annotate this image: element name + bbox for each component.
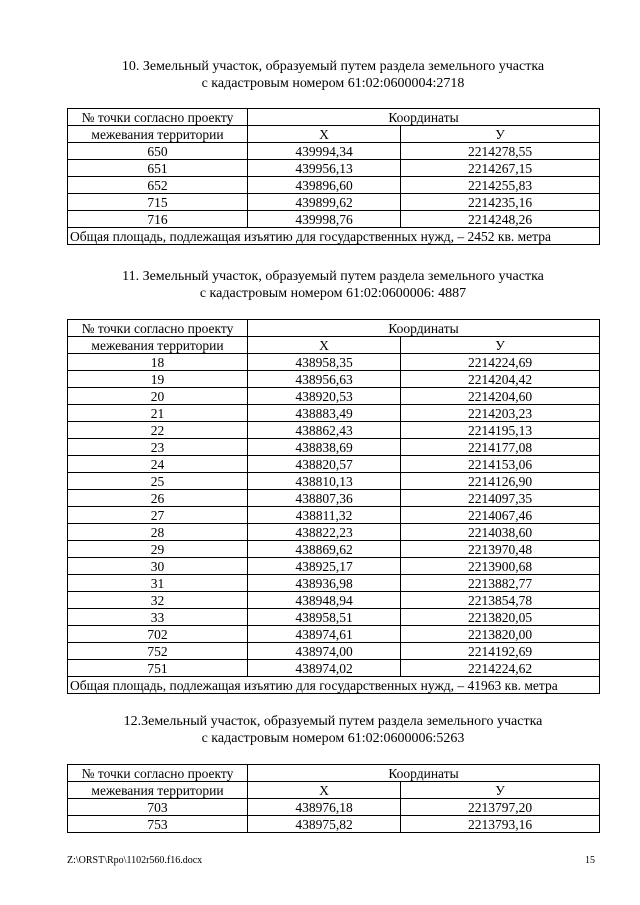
table-row <box>68 211 600 228</box>
table-row <box>68 160 600 177</box>
y-coordinate: 2214255,83 <box>401 177 600 194</box>
x-coordinate: 438920,53 <box>248 388 401 405</box>
table-row <box>68 456 600 473</box>
x-coordinate: 438925,17 <box>248 558 401 575</box>
y-coordinate: 2213900,68 <box>401 558 600 575</box>
section-12 <box>67 713 599 833</box>
y-coordinate: 2214278,55 <box>401 143 600 160</box>
table-row <box>68 405 600 422</box>
section-heading-cadastral: с кадастровым номером 61:02:0600004:2718 <box>201 76 465 91</box>
table-row <box>68 524 600 541</box>
point-column-header-cont: межевания территории <box>68 782 248 799</box>
y-coordinate: 2214153,06 <box>401 456 600 473</box>
y-coordinate: 2213820,05 <box>401 609 600 626</box>
footer-file-path: Z:\ORST\Rpo\1102r560.f16.docx <box>67 855 203 866</box>
coordinates-table <box>67 764 600 833</box>
point-number: 30 <box>68 558 248 575</box>
table-row <box>68 643 600 660</box>
table-row <box>68 354 600 371</box>
table-row <box>68 439 600 456</box>
x-coordinate: 438975,82 <box>248 816 401 833</box>
point-number: 25 <box>68 473 248 490</box>
x-coordinate: 438822,23 <box>248 524 401 541</box>
section-heading: 11. Земельный участок, образуемый путем раздела земельного участка <box>122 269 544 284</box>
total-area-text: Общая площадь, подлежащая изъятию для государственных нужд, – 2452 кв. метра <box>68 228 600 245</box>
y-coordinate: 2214192,69 <box>401 643 600 660</box>
x-coordinate: 438974,00 <box>248 643 401 660</box>
section-heading: 12.Земельный участок, образуемый путем раздела земельного участка <box>123 714 543 729</box>
point-number: 751 <box>68 660 248 677</box>
table-header-row <box>68 320 600 337</box>
x-coordinate: 438974,02 <box>248 660 401 677</box>
point-number: 21 <box>68 405 248 422</box>
table-header-row <box>68 765 600 782</box>
y-coordinate: 2213797,20 <box>401 799 600 816</box>
x-coordinate: 439899,62 <box>248 194 401 211</box>
section-heading-cadastral: с кадастровым номером 61:02:0600006:5263 <box>201 731 465 746</box>
x-coordinate: 439896,60 <box>248 177 401 194</box>
point-column-header-cont: межевания территории <box>68 126 248 143</box>
x-coordinate: 439956,13 <box>248 160 401 177</box>
point-number: 650 <box>68 143 248 160</box>
point-number: 19 <box>68 371 248 388</box>
section-10 <box>67 58 599 245</box>
coordinates-header: Координаты <box>248 109 600 126</box>
table-row <box>68 541 600 558</box>
table-header-row <box>68 337 600 354</box>
point-column-header-cont: межевания территории <box>68 337 248 354</box>
y-coordinate: 2214204,42 <box>401 371 600 388</box>
table-row <box>68 592 600 609</box>
total-area-row <box>68 677 600 694</box>
y-column-header: У <box>401 126 600 143</box>
table-row <box>68 575 600 592</box>
y-coordinate: 2214195,13 <box>401 422 600 439</box>
table-row <box>68 388 600 405</box>
table-row <box>68 177 600 194</box>
x-coordinate: 438956,63 <box>248 371 401 388</box>
y-coordinate: 2214038,60 <box>401 524 600 541</box>
point-number: 27 <box>68 507 248 524</box>
point-number: 20 <box>68 388 248 405</box>
coordinates-header: Координаты <box>248 320 600 337</box>
x-coordinate: 438869,62 <box>248 541 401 558</box>
y-coordinate: 2214267,15 <box>401 160 600 177</box>
table-row <box>68 626 600 643</box>
y-coordinate: 2214177,08 <box>401 439 600 456</box>
point-number: 23 <box>68 439 248 456</box>
table-row <box>68 490 600 507</box>
x-column-header: X <box>248 337 401 354</box>
point-number: 28 <box>68 524 248 541</box>
table-header-row <box>68 782 600 799</box>
point-number: 716 <box>68 211 248 228</box>
point-number: 715 <box>68 194 248 211</box>
x-coordinate: 438820,57 <box>248 456 401 473</box>
y-coordinate: 2213793,16 <box>401 816 600 833</box>
y-coordinate: 2214097,35 <box>401 490 600 507</box>
x-coordinate: 438974,61 <box>248 626 401 643</box>
table-row <box>68 422 600 439</box>
y-coordinate: 2214204,60 <box>401 388 600 405</box>
table-row <box>68 609 600 626</box>
x-coordinate: 438958,35 <box>248 354 401 371</box>
y-coordinate: 2214126,90 <box>401 473 600 490</box>
x-column-header: X <box>248 126 401 143</box>
footer-page-number: 15 <box>585 855 595 866</box>
table-row <box>68 660 600 677</box>
x-coordinate: 439998,76 <box>248 211 401 228</box>
x-coordinate: 438838,69 <box>248 439 401 456</box>
y-coordinate: 2214203,23 <box>401 405 600 422</box>
section-heading: 10. Земельный участок, образуемый путем раздела земельного участка <box>121 59 545 74</box>
point-number: 652 <box>68 177 248 194</box>
coordinates-header: Координаты <box>248 765 600 782</box>
table-row <box>68 143 600 160</box>
section-heading-cadastral: с кадастровым номером 61:02:0600006: 4887 <box>199 286 467 301</box>
point-number: 651 <box>68 160 248 177</box>
y-coordinate: 2213970,48 <box>401 541 600 558</box>
coordinates-table <box>67 108 600 245</box>
x-coordinate: 438976,18 <box>248 799 401 816</box>
total-area-row <box>68 228 600 245</box>
point-number: 24 <box>68 456 248 473</box>
y-column-header: У <box>401 337 600 354</box>
point-number: 26 <box>68 490 248 507</box>
y-coordinate: 2214067,46 <box>401 507 600 524</box>
y-column-header: У <box>401 782 600 799</box>
point-number: 18 <box>68 354 248 371</box>
point-number: 32 <box>68 592 248 609</box>
total-area-text: Общая площадь, подлежащая изъятию для государственных нужд, – 41963 кв. метра <box>68 677 600 694</box>
table-row <box>68 371 600 388</box>
table-row <box>68 799 600 816</box>
coordinates-table <box>67 319 600 694</box>
point-number: 702 <box>68 626 248 643</box>
table-header-row <box>68 126 600 143</box>
table-row <box>68 473 600 490</box>
x-coordinate: 438811,32 <box>248 507 401 524</box>
point-column-header: № точки согласно проекту <box>68 320 248 337</box>
table-header-row <box>68 109 600 126</box>
point-number: 29 <box>68 541 248 558</box>
y-coordinate: 2214224,62 <box>401 660 600 677</box>
x-coordinate: 438862,43 <box>248 422 401 439</box>
point-number: 703 <box>68 799 248 816</box>
y-coordinate: 2213820,00 <box>401 626 600 643</box>
point-number: 752 <box>68 643 248 660</box>
y-coordinate: 2214235,16 <box>401 194 600 211</box>
point-number: 753 <box>68 816 248 833</box>
x-coordinate: 438958,51 <box>248 609 401 626</box>
y-coordinate: 2214224,69 <box>401 354 600 371</box>
y-coordinate: 2213854,78 <box>401 592 600 609</box>
x-coordinate: 439994,34 <box>248 143 401 160</box>
y-coordinate: 2214248,26 <box>401 211 600 228</box>
point-number: 33 <box>68 609 248 626</box>
table-row <box>68 816 600 833</box>
table-row <box>68 558 600 575</box>
x-coordinate: 438948,94 <box>248 592 401 609</box>
section-11 <box>67 268 599 694</box>
y-coordinate: 2213882,77 <box>401 575 600 592</box>
x-coordinate: 438807,36 <box>248 490 401 507</box>
table-row <box>68 507 600 524</box>
point-number: 31 <box>68 575 248 592</box>
x-coordinate: 438883,49 <box>248 405 401 422</box>
x-coordinate: 438936,98 <box>248 575 401 592</box>
x-coordinate: 438810,13 <box>248 473 401 490</box>
table-row <box>68 194 600 211</box>
x-column-header: X <box>248 782 401 799</box>
point-column-header: № точки согласно проекту <box>68 765 248 782</box>
point-column-header: № точки согласно проекту <box>68 109 248 126</box>
point-number: 22 <box>68 422 248 439</box>
